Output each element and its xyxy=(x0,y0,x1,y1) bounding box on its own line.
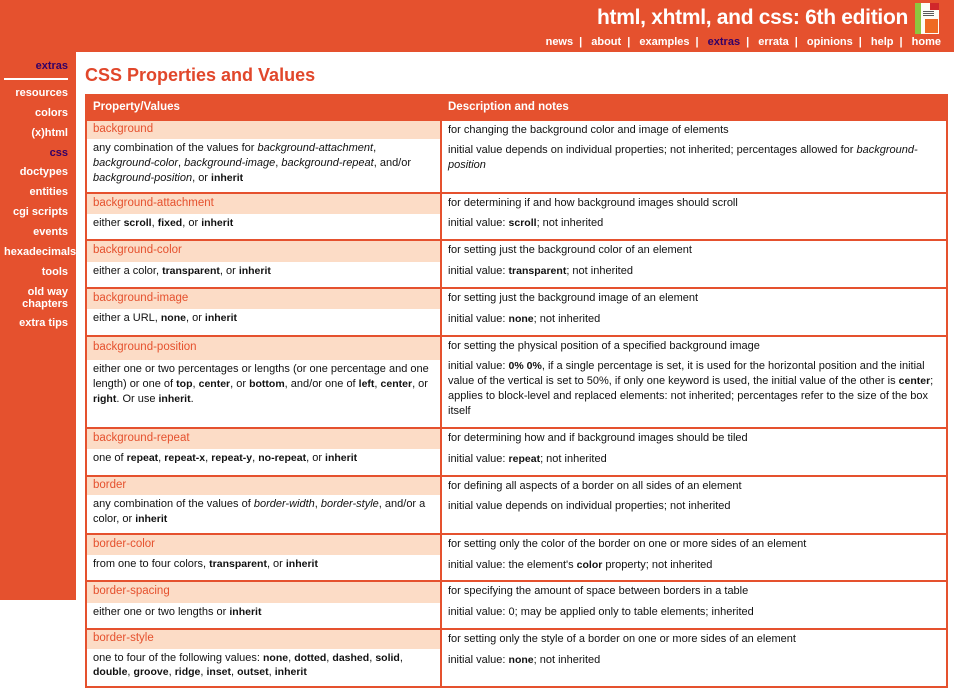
nav-item xyxy=(639,36,704,48)
description-cell xyxy=(441,240,947,288)
top-nav xyxy=(546,36,941,48)
nav-link[interactable]: extras xyxy=(707,36,741,48)
nav-link[interactable]: help xyxy=(870,36,894,48)
sidebar-link[interactable]: tools xyxy=(41,265,68,278)
sidebar-item xyxy=(4,108,68,120)
description-cell xyxy=(441,629,947,687)
nav-link[interactable]: about xyxy=(591,36,622,48)
description-text: for defining all aspects of a border on all sides of an element xyxy=(448,479,742,492)
description-text: for determining how and if background images should be tiled xyxy=(448,431,748,444)
nav-item xyxy=(591,36,636,48)
sidebar-link[interactable]: entities xyxy=(29,186,68,199)
property-name-row xyxy=(86,581,947,602)
description-cell xyxy=(441,193,947,241)
nav-separator: | xyxy=(579,36,583,48)
book-cover-text-lines xyxy=(923,11,934,12)
sidebar-item xyxy=(4,187,68,199)
property-name-cell: border-color xyxy=(86,534,441,555)
main-content xyxy=(76,52,954,679)
description-cell xyxy=(441,288,947,336)
property-name-cell: background-attachment xyxy=(86,193,441,214)
notes-text: initial value depends on individual properties; not inherited xyxy=(448,500,731,513)
sidebar-item xyxy=(4,167,68,179)
sidebar-link[interactable]: events xyxy=(33,226,68,238)
sidebar-link[interactable]: doctypes xyxy=(19,166,68,179)
nav-separator: | xyxy=(899,36,903,48)
nav-separator: | xyxy=(858,36,862,48)
description-text: for changing the background color and image of elements xyxy=(448,123,729,136)
sidebar xyxy=(0,52,76,600)
nav-separator: | xyxy=(746,36,750,48)
property-name-row xyxy=(86,120,947,140)
property-name-row xyxy=(86,240,947,261)
nav-item xyxy=(871,36,909,48)
values-text: from one to four colors, transparent, or inherit xyxy=(93,558,318,571)
nav-separator: | xyxy=(794,36,798,48)
property-values-cell xyxy=(86,262,441,288)
nav-item xyxy=(912,36,941,48)
property-name-cell: border-spacing xyxy=(86,581,441,602)
nav-item xyxy=(708,36,756,48)
property-name-cell: background-repeat xyxy=(86,428,441,449)
sidebar-item xyxy=(4,61,68,80)
values-text: one of repeat, repeat-x, repeat-y, no-repeat, or inherit xyxy=(93,452,358,465)
sidebar-link[interactable]: cgi scripts xyxy=(12,206,68,219)
description-text: for setting just the background color of an element xyxy=(448,244,692,257)
property-name-row xyxy=(86,629,947,649)
description-cell xyxy=(441,336,947,428)
css-properties-table xyxy=(85,94,948,688)
property-name-cell: border xyxy=(86,476,441,496)
property-values-cell xyxy=(86,649,441,688)
property-name-row xyxy=(86,534,947,555)
sidebar-link[interactable]: resources xyxy=(15,86,68,99)
nav-link[interactable]: home xyxy=(911,36,941,48)
sidebar-item xyxy=(4,318,68,330)
sidebar-item xyxy=(4,128,68,140)
values-text: any combination of the values for background-attachment, background-color, background-image, background-repeat, and/or background-position, or inherit xyxy=(93,142,412,184)
nav-link[interactable]: opinions xyxy=(806,36,853,48)
values-text: either one or two lengths or inherit xyxy=(93,605,262,618)
sidebar-link[interactable]: css xyxy=(49,146,68,159)
values-text: any combination of the values of border-width, border-style, and/or a color, or inherit xyxy=(93,498,426,525)
nav-item xyxy=(758,36,804,48)
nav-item xyxy=(546,36,589,48)
notes-text: initial value: 0% 0%, if a single percentage is set, it is used for the horizontal position and the initial value of the vertical is set to 50%, if only one keyword is used, the initial value of the other is center; applies to block-level and replaced elements: not inherited; percentages refer to the size of the box itself xyxy=(448,360,934,417)
description-cell xyxy=(441,120,947,193)
property-name-row xyxy=(86,193,947,214)
sidebar-link[interactable]: extras xyxy=(35,60,68,72)
table-header-row xyxy=(86,95,947,120)
property-name-row xyxy=(86,428,947,449)
property-values-cell xyxy=(86,449,441,475)
sidebar-item xyxy=(4,207,68,219)
sidebar-link[interactable]: colors xyxy=(34,106,68,119)
values-text: either a URL, none, or inherit xyxy=(93,312,238,325)
description-text: for setting the physical position of a specified background image xyxy=(448,339,760,352)
notes-text: initial value: the element's color property; not inherited xyxy=(448,558,713,571)
nav-item xyxy=(807,36,868,48)
description-cell xyxy=(441,581,947,629)
description-cell xyxy=(441,534,947,582)
nav-link[interactable]: news xyxy=(545,36,574,48)
property-name-row xyxy=(86,336,947,361)
column-header-property-values: Property/Values xyxy=(86,95,441,120)
description-cell xyxy=(441,428,947,476)
property-values-cell xyxy=(86,139,441,193)
notes-text: initial value: transparent; not inherited xyxy=(448,265,633,278)
property-name-cell: border-style xyxy=(86,629,441,649)
description-text: for specifying the amount of space between borders in a table xyxy=(448,585,749,598)
notes-text: initial value: none; not inherited xyxy=(448,312,601,325)
property-values-cell xyxy=(86,495,441,534)
property-name-cell: background-image xyxy=(86,288,441,309)
property-values-cell xyxy=(86,555,441,581)
values-text: either one or two percentages or lengths (or one percentage and one length) or one of top, center, or bottom, and/or one of left, center, or right. Or use inherit. xyxy=(93,363,429,405)
property-name-cell: background-position xyxy=(86,336,441,361)
property-values-cell xyxy=(86,214,441,240)
sidebar-link[interactable]: hexadecimals xyxy=(4,245,77,258)
description-text: for setting just the background image of an element xyxy=(448,291,699,304)
notes-text: initial value: none; not inherited xyxy=(448,653,601,666)
sidebar-link[interactable]: (x)html xyxy=(31,126,68,139)
description-text: for determining if and how background images should scroll xyxy=(448,196,738,209)
sidebar-item xyxy=(4,245,77,259)
sidebar-item xyxy=(4,287,68,311)
values-text: either scroll, fixed, or inherit xyxy=(93,217,234,230)
sidebar-link[interactable]: extra tips xyxy=(19,317,68,330)
header-banner xyxy=(0,0,954,52)
values-text: either a color, transparent, or inherit xyxy=(93,264,271,277)
notes-text: initial value: scroll; not inherited xyxy=(448,217,604,230)
notes-text: initial value: repeat; not inherited xyxy=(448,452,607,465)
description-text: for setting only the style of a border on one or more sides of an element xyxy=(448,633,796,646)
description-text: for setting only the color of the border on one or more sides of an element xyxy=(448,537,807,550)
property-values-cell xyxy=(86,603,441,629)
nav-link[interactable]: errata xyxy=(758,36,789,48)
property-values-cell xyxy=(86,360,441,428)
property-values-cell xyxy=(86,309,441,335)
property-name-cell: background xyxy=(86,120,441,140)
notes-text: initial value: 0; may be applied only to table elements; inherited xyxy=(448,606,754,619)
sidebar-item xyxy=(4,267,68,279)
description-cell xyxy=(441,476,947,534)
values-text: one to four of the following values: none, dotted, dashed, solid, double, groove, ridge, inset, outset, inherit xyxy=(93,651,403,679)
site-title: html, xhtml, and css: 6th edition xyxy=(597,6,908,29)
nav-separator: | xyxy=(627,36,631,48)
book-cover-spine xyxy=(915,3,921,34)
notes-text: initial value depends on individual properties; not inherited; percentages allowed for background-position xyxy=(448,144,918,172)
book-cover-square xyxy=(925,19,938,33)
sidebar-item xyxy=(4,148,68,160)
sidebar-item xyxy=(4,227,68,239)
book-cover-icon[interactable] xyxy=(915,3,939,34)
nav-link[interactable]: examples xyxy=(639,36,690,48)
property-name-cell: background-color xyxy=(86,240,441,261)
page-title: CSS Properties and Values xyxy=(85,65,316,85)
sidebar-link[interactable]: old way chapters xyxy=(22,285,68,310)
property-name-row xyxy=(86,288,947,309)
book-cover-tab xyxy=(930,3,939,10)
column-header-description: Description and notes xyxy=(441,95,947,120)
sidebar-item xyxy=(4,88,68,100)
nav-separator: | xyxy=(695,36,699,48)
property-name-row xyxy=(86,476,947,496)
